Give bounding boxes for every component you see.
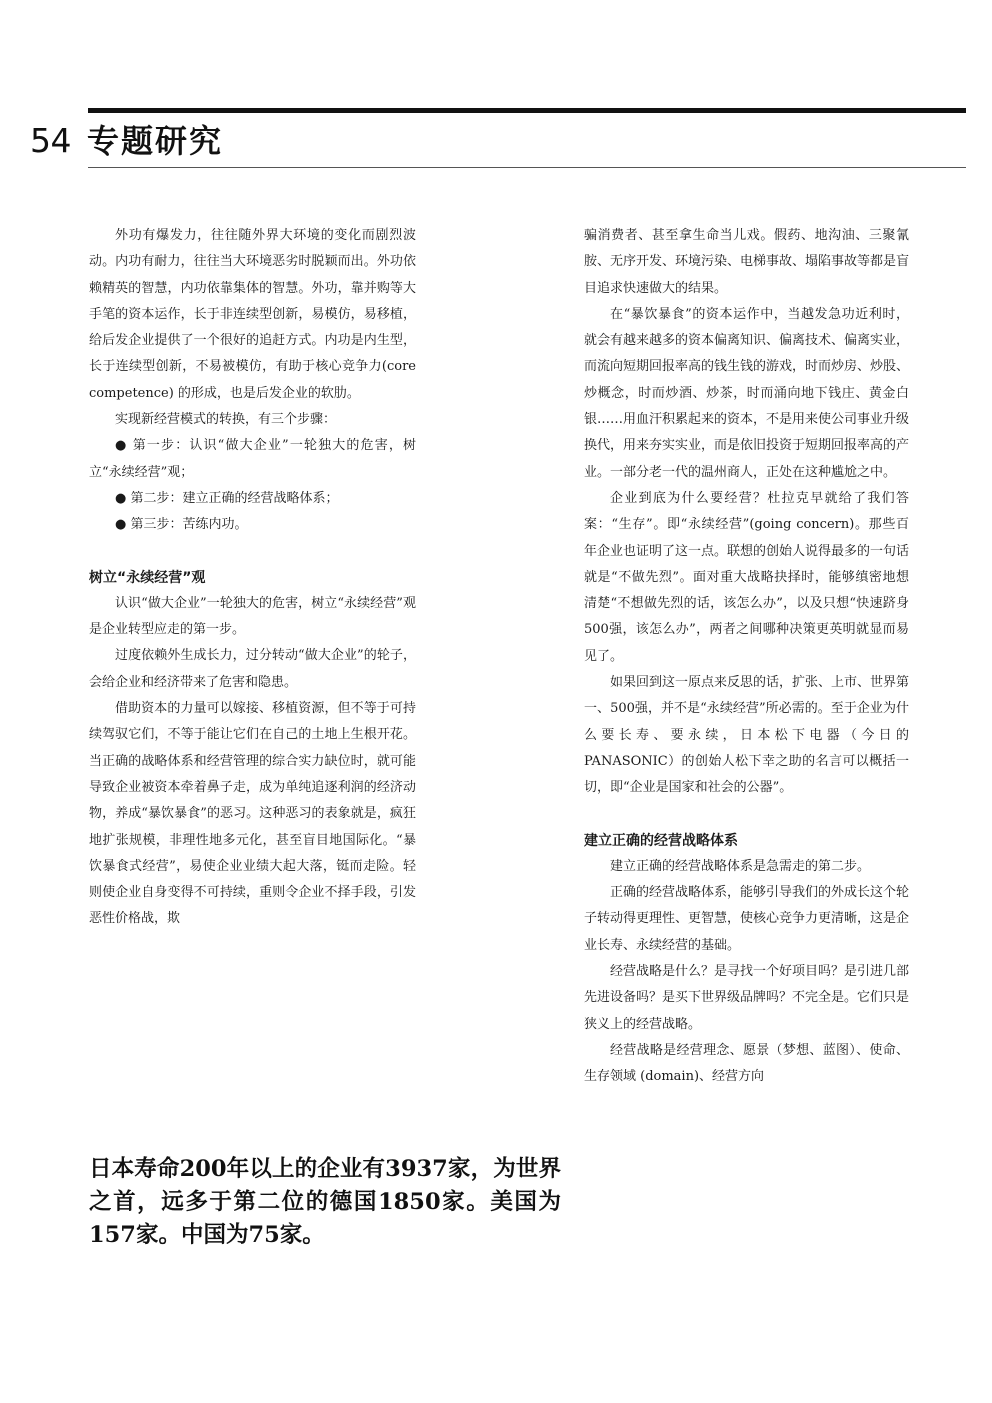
pull-quote: 日本寿命200年以上的企业有3937家，为世界之首，远多于第二位的德国1850家。美国为157家。中国为75家。 xyxy=(89,1156,561,1248)
paragraph: 认识“做大企业”一轮独大的危害，树立“永续经营”观是企业转型应走的第一步。 xyxy=(89,595,416,638)
paragraph: 骗消费者、甚至拿生命当儿戏。假药、地沟油、三聚氰胺、无序开发、环境污染、电梯事故、塌陷事故等都是盲目追求快速做大的结果。 xyxy=(584,228,910,296)
page-number: 54 xyxy=(30,121,71,160)
paragraph: 正确的经营战略体系，能够引导我们的外成长这个轮子转动得更理性、更智慧，使核心竞争力更清晰，这是企业长寿、永续经营的基础。 xyxy=(584,885,910,953)
left-column xyxy=(89,223,416,933)
paragraph: 外功有爆发力，往往随外界大环境的变化而剧烈波动。内功有耐力，往往当大环境恶劣时脱颖而出。外功依赖精英的智慧，内功依靠集体的智慧。外功，靠并购等大手笔的资本运作，长于非连续型创新，易模仿，易移植，给后发企业提供了一个很好的追赶方式。内功是内生型，长于连续型创新，不易被模仿，有助于核心竞争力(core competence) 的形成，也是后发企业的软肋。 xyxy=(89,228,416,401)
right-column xyxy=(584,223,909,1091)
paragraph: 实现新经营模式的转换，有三个步骤： xyxy=(115,412,337,428)
page-header xyxy=(30,116,223,166)
paragraph: 建立正确的经营战略体系是急需走的第二步。 xyxy=(610,858,871,874)
subheading: 建立正确的经营战略体系 xyxy=(584,832,738,849)
paragraph: 过度依赖外生成长力，过分转动“做大企业”的轮子，会给企业和经济带来了危害和隐患。 xyxy=(89,648,416,690)
paragraph: 企业到底为什么要经营？杜拉克早就给了我们答案：“生存”。即“永续经营”(going concern)。那些百年企业也证明了这一点。联想的创始人说得最多的一句话就是“不做先烈”。面对重大战略抉择时，能够缜密地想清楚“不想做先烈的话，该怎么办”，以及只想“快速跻身500强，该怎么办”，两者之间哪种决策更英明就显而易见了。 xyxy=(584,490,910,664)
header-bottom-rule xyxy=(88,167,966,168)
paragraph: 在“暴饮暴食”的资本运作中，当越发急功近利时，就会有越来越多的资本偏离知识、偏离技术、偏离实业，而流向短期回报率高的钱生钱的游戏，时而炒房、炒股、炒概念，时而炒酒、炒茶，时而涌向地下钱庄、黄金白银……用血汗积累起来的资本，不是用来使公司事业升级换代，用来夯实实业，而是依旧投资于短期回报率高的产业。一部分老一代的温州商人，正处在这种尴尬之中。 xyxy=(584,306,910,480)
paragraph: 经营战略是什么？是寻找一个好项目吗？是引进几部先进设备吗？是买下世界级品牌吗？不完全是。它们只是狭义上的经营战略。 xyxy=(584,964,910,1032)
section-title: 专题研究 xyxy=(87,122,224,160)
paragraph: 如果回到这一原点来反思的话，扩张、上市、世界第一、500强，并不是“永续经营”所必需的。至于企业为什么要长寿、要永续，日本松下电器（今日的PANASONIC）的创始人松下幸之助的名言可以概括一切，即“企业是国家和社会的公器”。 xyxy=(584,675,910,796)
subheading: 树立“永续经营”观 xyxy=(89,569,206,586)
spacer xyxy=(89,539,416,565)
bullet-item: ● 第一步：认识“做大企业”一轮独大的危害，树立“永续经营”观； xyxy=(89,438,416,480)
header-top-rule xyxy=(88,108,966,113)
paragraph: 借助资本的力量可以嫁接、移植资源，但不等于可持续驾驭它们，不等于能让它们在自己的土地上生根开花。当正确的战略体系和经营管理的综合实力缺位时，就可能导致企业被资本牵着鼻子走，成为单纯追逐利润的经济动物，养成“暴饮暴食”的恶习。这种恶习的表象就是，疯狂地扩张规模，非理性地多元化，甚至盲目地国际化。“暴饮暴食式经营”，易使企业业绩大起大落，铤而走险。轻则使企业自身变得不可持续，重则令企业不择手段，引发恶性价格战，欺 xyxy=(89,701,416,927)
paragraph: 经营战略是经营理念、愿景（梦想、蓝图）、使命、生存领域 (domain)、经营方向 xyxy=(584,1042,909,1085)
spacer xyxy=(584,802,909,828)
bullet-item: ● 第二步：建立正确的经营战略体系； xyxy=(115,490,339,506)
bullet-item: ● 第三步：苦练内功。 xyxy=(115,517,248,533)
